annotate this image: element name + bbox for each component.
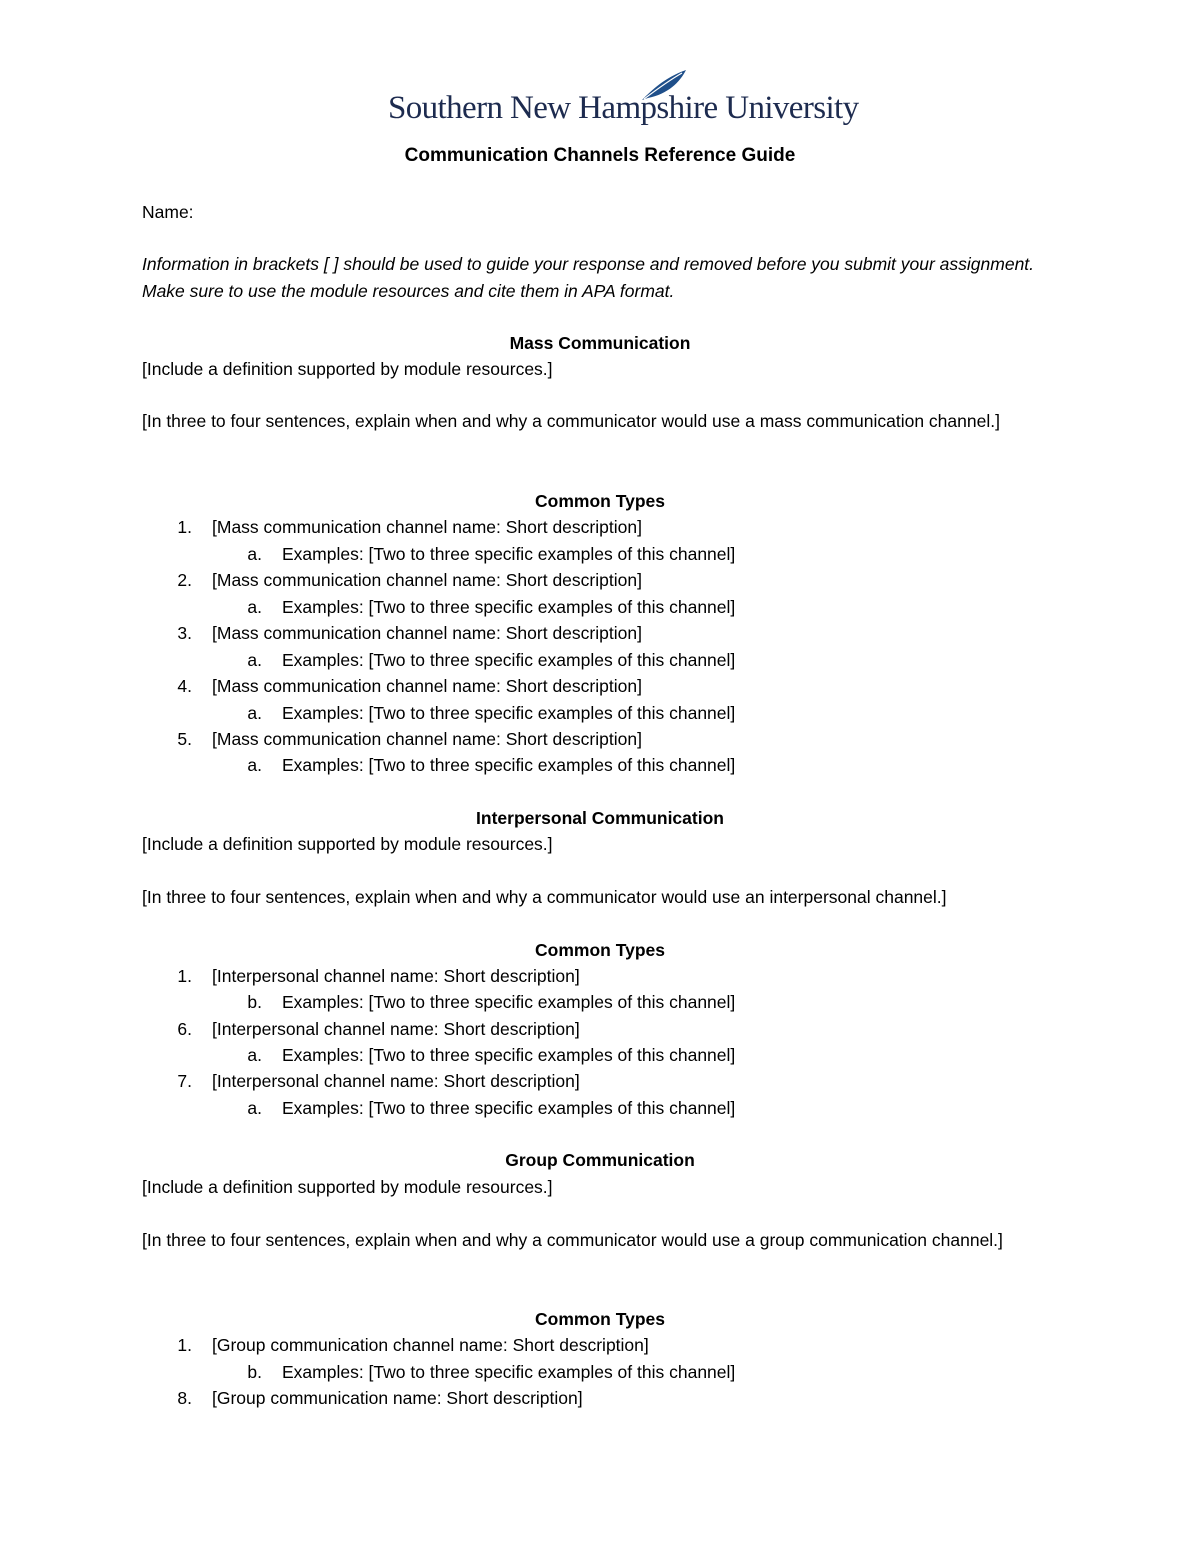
- university-logo: [388, 68, 859, 138]
- section-explanation: [In three to four sentences, explain when and why a communicator would use a group communication channel.]: [142, 1230, 1003, 1250]
- section-definition: [Include a definition supported by module resources.]: [142, 359, 553, 379]
- name-label: Name:: [142, 202, 194, 222]
- section-explanation: [In three to four sentences, explain when and why a communicator would use an interpersonal channel.]: [142, 887, 947, 907]
- common-types-heading: Common Types: [535, 940, 665, 960]
- section-definition: [Include a definition supported by module resources.]: [142, 834, 553, 854]
- section-explanation: [In three to four sentences, explain when and why a communicator would use a mass communication channel.]: [142, 411, 1000, 431]
- instructions-paragraph: Information in brackets [ ] should be used to guide your response and removed before you submit your assignment. Make sure to use the module resources and cite them in APA format.: [142, 254, 1035, 301]
- logo-wordmark: Southern New Hampshire University: [388, 90, 859, 126]
- section-heading-mass: Mass Communication: [509, 333, 691, 353]
- document-page: Southern New Hampshire University Communication Channels Reference Guide Name: Information in brackets [ ] should be used to guide your response and removed before you submit your assignment. Make sure to use the module resources and cite them in APA format. Mass Communication [Include a definition supported by module resources.] [In three to four sentences, explain when and why a communicator would use a mass communication channel.] Common Types 1. [Mass communication channel name: Short description] a. Examples: [Two to three specific examples of this channel] 2. [Mass communication channel name: Short description] a. Examples: [Two to three specific examples of this channel] 3. [Mass communication channel name: Short description] a. Examples: [Two to three specific examples of this channel] 4. [Mass communication channel name: Short description] a. Examples: [Two to three specific examples of this channel] 5. [Mass communication channel name: Short description] a. Examples: [Two to three specific examples of this channel] Interpersonal Communication [Include a definition supported by module resources.] [In three to four sentences, explain when and why a communicator would use an interpersonal channel.] Common Types 1. [Interpersonal channel name: Short description] b. Examples: [Two to three specific examples of this channel] 6. [Interpersonal channel name: Short description] a. Examples: [Two to three specific examples of this channel] 7. [Interpersonal channel name: Short description] a. Examples: [Two to three specific examples of this channel] Group Communication [Include a definition supported by module resources.] [In three to four sentences, explain when and why a communicator would use a group communication channel.] Common Types 1. [Group communication channel name: Short description] b. Examples: [Two to three specific examples of this channel] 8. [Group communication name: Short description]: [0, 0, 1200, 1553]
- common-types-heading: Common Types: [535, 1309, 665, 1329]
- section-definition: [Include a definition supported by module resources.]: [142, 1177, 553, 1197]
- section-heading-interpersonal: Interpersonal Communication: [476, 808, 724, 828]
- section-heading-group: Group Communication: [505, 1150, 695, 1170]
- page-title: Communication Channels Reference Guide: [404, 145, 796, 166]
- common-types-heading: Common Types: [535, 491, 665, 511]
